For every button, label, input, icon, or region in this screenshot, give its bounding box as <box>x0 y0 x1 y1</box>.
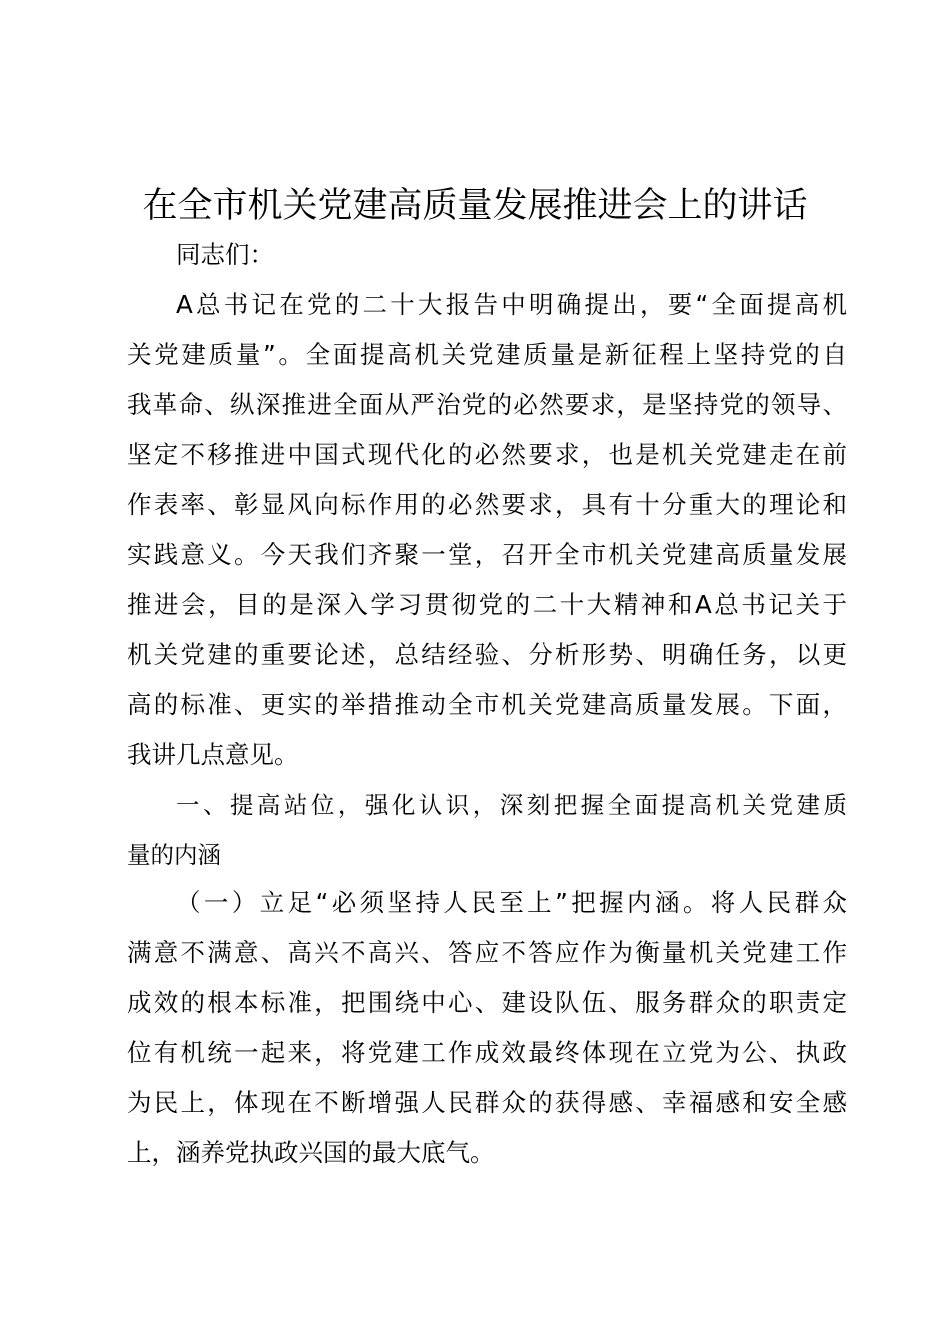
paragraph-line: 关党建质量”。全面提高机关党建质量是新征程上坚持党的自 <box>127 340 847 369</box>
paragraph-line: 坚定不移推进中国式现代化的必然要求，也是机关党建走在前 <box>127 440 847 469</box>
paragraph-line: 为民上，体现在不断增强人民群众的获得感、幸福感和安全感 <box>127 1088 847 1117</box>
salutation: 同志们： <box>176 240 274 269</box>
paragraph-line: 上，涵养党执政兴国的最大底气。 <box>127 1138 495 1167</box>
paragraph-line: （一）立足“必须坚持人民至上”把握内涵。将人民群众 <box>176 888 847 917</box>
heading-line: 量的内涵 <box>127 841 221 869</box>
paragraph-line: 满意不满意、高兴不高兴、答应不答应作为衡量机关党建工作 <box>127 938 847 967</box>
paragraph-line: 高的标准、更实的举措推动全市机关党建高质量发展。下面， <box>127 690 847 719</box>
paragraph-line: 作表率、彰显风向标作用的必然要求，具有十分重大的理论和 <box>127 490 847 519</box>
paragraph-line: A总书记在党的二十大报告中明确提出，要“全面提高机 <box>176 290 847 319</box>
document-title: 在全市机关党建高质量发展推进会上的讲话 <box>142 186 808 226</box>
paragraph-line: 机关党建的重要论述，总结经验、分析形势、明确任务，以更 <box>127 640 847 669</box>
paragraph-line: 我革命、纵深推进全面从严治党的必然要求，是坚持党的领导、 <box>127 390 847 419</box>
paragraph-line: 实践意义。今天我们齐聚一堂，召开全市机关党建高质量发展 <box>127 540 847 569</box>
paragraph-line: 位有机统一起来，将党建工作成效最终体现在立党为公、执政 <box>127 1038 847 1067</box>
paragraph-line: 成效的根本标准，把围绕中心、建设队伍、服务群众的职责定 <box>127 988 847 1017</box>
paragraph-line: 推进会，目的是深入学习贯彻党的二十大精神和A总书记关于 <box>127 590 847 619</box>
heading-line: 一、提高站位，强化认识，深刻把握全面提高机关党建质 <box>176 791 847 819</box>
paragraph-line: 我讲几点意见。 <box>127 740 299 769</box>
